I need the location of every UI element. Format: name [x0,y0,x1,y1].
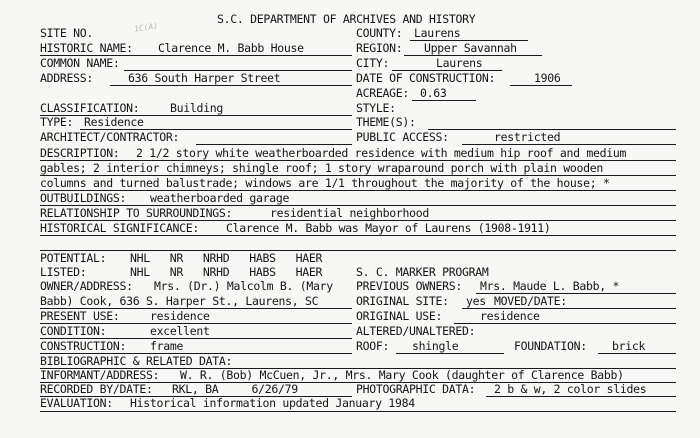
photographic-label: PHOTOGRAPHIC DATA: [356,382,476,396]
original-use-value: residence [480,309,540,323]
original-use-label: ORIGINAL USE: [356,309,443,323]
significance-value: Clarence M. Babb was Mayor of Laurens (1908-1911) [226,221,551,235]
historic-name-label: HISTORIC NAME: [40,41,133,55]
common-name-label: COMMON NAME: [40,56,120,70]
description-line2: gables; 2 interior chimneys; shingle roof; 1 story wraparound porch with plain wooden [40,161,604,175]
style-label: STYLE: [356,101,396,115]
acreage-label: ACREAGE: [356,86,409,100]
site-no-label: SITE NO. [40,26,93,40]
previous-owners-label: PREVIOUS OWNERS: [356,279,462,293]
acreage-value: 0.63 [420,86,447,100]
classification-label: CLASSIFICATION: [40,101,140,115]
previous-owners-value: Mrs. Maude L. Babb, * [480,279,620,293]
potential-options: NHL NR NRHD HABS HAER [130,251,323,265]
outbuildings-label: OUTBUILDINGS: [40,191,127,205]
significance-underline [40,235,676,236]
architect-underline [196,144,352,145]
site-no-stamp: 1C(A) [133,21,159,34]
public-access-label: PUBLIC ACCESS: [356,130,449,144]
public-access-value: restricted [494,130,561,144]
original-site-label: ORIGINAL SITE: [356,294,449,308]
original-site-value: yes [466,294,486,308]
construction-date-value: 1906 [534,71,561,85]
historic-name-value: Clarence M. Babb House [158,41,304,55]
region-label: REGION: [356,41,403,55]
foundation-label: FOUNDATION: [514,339,587,353]
roof-underline [396,353,504,354]
outbuildings-value: weatherboarded garage [150,191,290,205]
foundation-value: brick [612,339,646,353]
recorded-value: RKL, BA 6/26/79 [172,382,298,396]
description-underline-3 [40,190,676,191]
public-access-underline [462,144,676,145]
relationship-value: residential neighborhood [270,206,429,220]
owner-label: OWNER/ADDRESS: [40,279,133,293]
construction-date-underline [510,85,572,86]
photographic-underline [486,396,676,397]
evaluation-underline [40,411,676,412]
present-use-label: PRESENT USE: [40,309,120,323]
description-line1: 2 1/2 story white weatherboarded residence with medium hip roof and medium [136,146,627,160]
city-value: Laurens [436,56,483,70]
county-value: Laurens [414,26,461,40]
construction-value: frame [150,339,184,353]
condition-value: excellent [150,324,210,338]
type-value: Residence [84,115,144,129]
listed-options: NHL NR NRHD HABS HAER [130,265,323,279]
significance-label: HISTORICAL SIGNIFICANCE: [40,221,199,235]
informant-value: W. R. (Bob) McCuen, Jr., Mrs. Mary Cook (daughter of Clarence Babb) [180,368,624,382]
potential-label: POTENTIAL: [40,251,107,265]
informant-label: INFORMANT/ADDRESS: [40,368,160,382]
altered-label: ALTERED/UNALTERED: [356,324,476,338]
condition-label: CONDITION: [40,324,107,338]
themes-label: THEME(S): [356,115,416,129]
city-label: CITY: [356,56,390,70]
roof-label: ROOF: [356,339,390,353]
classification-value: Building [170,101,223,115]
acreage-underline [412,100,476,101]
original-use-underline [454,323,676,324]
relationship-label: RELATIONSHIP TO SURROUNDINGS: [40,206,233,220]
address-label: ADDRESS: [40,71,93,85]
construction-label: CONSTRUCTION: [40,339,127,353]
evaluation-label: EVALUATION: [40,396,113,410]
evaluation-value: Historical information updated January 1984 [130,396,415,410]
architect-label: ARCHITECT/CONTRACTOR: [40,130,180,144]
description-line3: columns and turned balustrade; windows are 1/1 throughout the majority of the house; * [40,176,610,190]
region-value: Upper Savannah [424,41,517,55]
recorded-label: RECORDED BY/DATE: [40,382,153,396]
county-label: COUNTY: [356,26,403,40]
owner-line2: Babb) Cook, 636 S. Harper St., Laurens, SC [40,294,319,308]
address-value: 636 South Harper Street [128,71,281,85]
description-label: DESCRIPTION: [40,146,120,160]
construction-date-label: DATE OF CONSTRUCTION: [356,71,496,85]
photographic-value: 2 b & w, 2 color slides [494,382,647,396]
form-title: S.C. DEPARTMENT OF ARCHIVES AND HISTORY [217,12,476,26]
owner-line1: Mrs. (Dr.) Malcolm B. (Mary [154,279,333,293]
present-use-value: residence [150,309,210,323]
foundation-underline [598,353,676,354]
type-label: TYPE: [40,115,74,129]
roof-value: shingle [412,339,459,353]
bibliographic-label: BIBLIOGRAPHIC & RELATED DATA: [40,354,233,368]
address-underline [110,85,352,86]
listed-label: LISTED: [40,265,87,279]
marker-program-label: S. C. MARKER PROGRAM [356,265,489,279]
moved-date-label: MOVED/DATE: [494,294,567,308]
